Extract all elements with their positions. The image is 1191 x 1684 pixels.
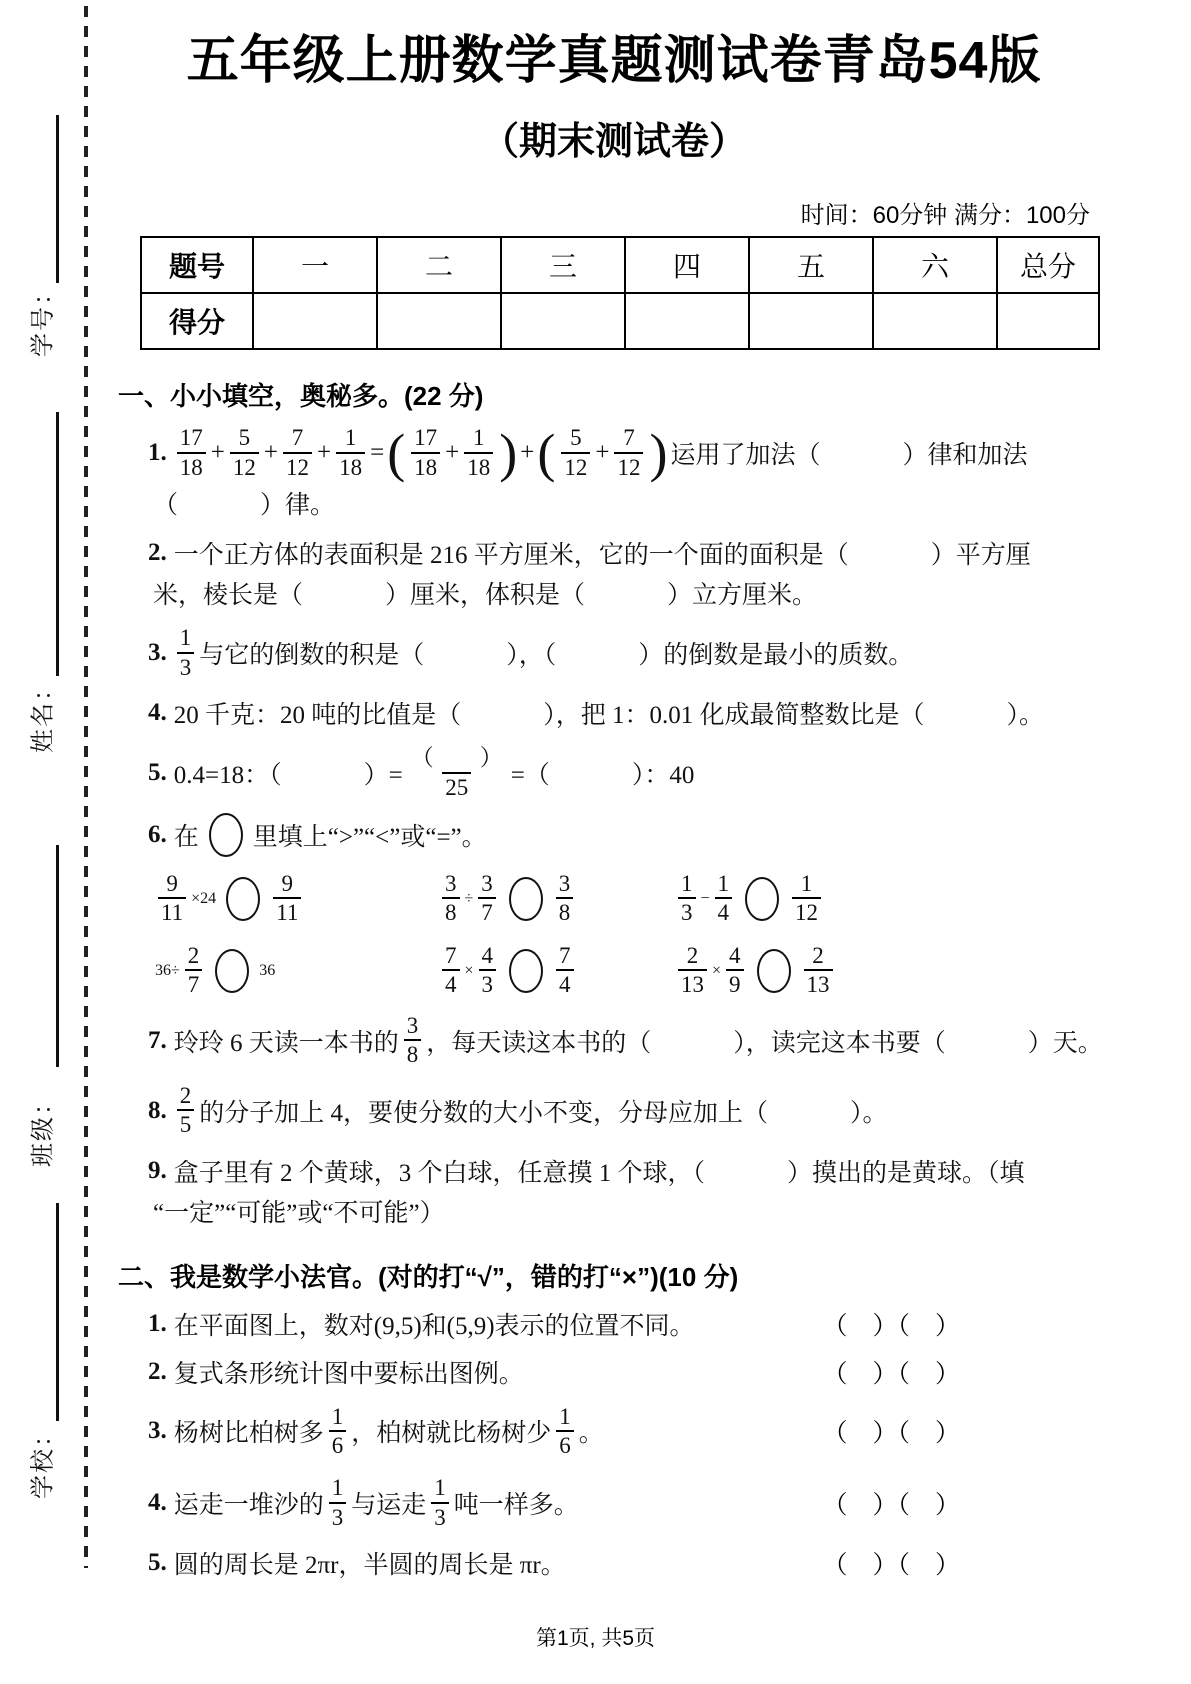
question-number: 8. [148, 1096, 167, 1124]
question-text: ）摸出的是黄球。（填 [787, 1159, 1025, 1187]
question-text: 复式条形统计图中要标出图例。 [173, 1360, 524, 1388]
fraction-denominator: 4 [442, 969, 460, 998]
question-text: 36÷ [155, 961, 180, 979]
fraction-denominator: 4 [556, 969, 574, 998]
fraction-denominator: 3 [678, 897, 696, 926]
question-text: 圆的周长是 2πr，半圆的周长是 πr。 [173, 1552, 566, 1580]
fraction-numerator: 1 [179, 625, 192, 651]
question-text: = [370, 439, 385, 467]
fraction-denominator: 6 [329, 1430, 347, 1459]
compare-expression [438, 869, 674, 929]
answer-blank [586, 588, 666, 598]
exam-meta: 时间：60分钟 满分：100分 [800, 202, 1090, 230]
fraction [177, 625, 195, 681]
question-text: × [464, 961, 474, 979]
question-line [152, 573, 1110, 613]
fraction-numerator: 3 [481, 871, 493, 897]
answer-blank [821, 448, 901, 458]
question-text: ×24 [191, 889, 217, 907]
fraction-numerator: 4 [729, 942, 741, 968]
fraction [715, 871, 733, 927]
answer-blank [425, 648, 505, 658]
question-text: 一个正方体的表面积是 216 平方厘米，它的一个面的面积是（ [173, 542, 849, 570]
fraction-denominator: 8 [442, 897, 460, 926]
question-text: × [712, 961, 722, 979]
question-text: =（ [510, 762, 550, 790]
fraction-denominator: 3 [177, 652, 195, 681]
question-number: 2. [148, 539, 167, 567]
fraction-numerator: 17 [179, 425, 203, 451]
answer-blank [652, 1036, 732, 1046]
score-table-header-cell: 总分 [997, 237, 1099, 293]
page-subtitle: （期末测试卷） [480, 121, 747, 164]
answer-bracket: （ ）（ ） [822, 1312, 960, 1340]
compare-expression [438, 941, 674, 1001]
question-text: 运走一堆沙的 [173, 1492, 324, 1520]
compare-row [154, 941, 1110, 1001]
question-text: + [263, 439, 278, 467]
question-text: 与运走 [351, 1492, 427, 1520]
question-text: + [210, 439, 225, 467]
fraction [804, 943, 833, 999]
score-table-header-cell: 二 [377, 237, 501, 293]
section-1-questions [118, 423, 1110, 1230]
fraction [556, 1404, 574, 1460]
fraction-denominator: 4 [715, 897, 733, 926]
question-line [152, 483, 1110, 523]
fraction-numerator: （ ） [410, 745, 503, 771]
writing-line-name [56, 412, 59, 676]
fill-question [148, 1011, 1110, 1071]
answer-blank [706, 1166, 786, 1176]
dashed-cut-line [84, 6, 88, 1568]
fraction-denominator: 11 [273, 897, 301, 926]
fraction-numerator: 5 [570, 425, 582, 451]
score-table-header-cell: 六 [873, 237, 997, 293]
fraction-denominator: 18 [411, 452, 440, 481]
fraction-numerator: 2 [686, 942, 699, 968]
judge-item-text [148, 1473, 580, 1533]
fraction-numerator: 3 [558, 871, 571, 897]
fraction [431, 1475, 449, 1531]
answer-blank [304, 588, 384, 598]
fraction [478, 871, 496, 927]
compare-circle [757, 949, 791, 993]
question-text: ）立方厘米。 [667, 582, 818, 610]
question-number: 3. [148, 639, 167, 667]
fraction-numerator: 1 [434, 1475, 446, 1501]
question-text: 运用了加法（ [670, 442, 821, 470]
question-line [152, 1191, 1110, 1231]
question-text: ）天。 [1027, 1029, 1103, 1057]
fraction-numerator: 4 [481, 942, 494, 968]
question-text: ），把 1：0.01 化成最简整数比是（ [543, 702, 925, 730]
page-title: 五年级上册数学真题测试卷青岛54版 [186, 32, 1042, 90]
compare-circle [509, 877, 543, 921]
question-line [148, 1081, 1110, 1141]
fill-question [148, 813, 1110, 1001]
fraction-numerator: 3 [445, 871, 457, 897]
answer-bracket: （ ）（ ） [822, 1360, 960, 1388]
fraction-denominator: 3 [329, 1502, 347, 1531]
question-number: 2. [148, 1357, 167, 1385]
answer-bracket: （ ）（ ） [822, 1420, 960, 1448]
answer-blank [283, 768, 363, 778]
answer-bracket: （ ）（ ） [822, 1492, 960, 1520]
fraction-numerator: 2 [179, 1082, 192, 1108]
fraction-numerator: 9 [281, 871, 294, 897]
fraction-numerator: 7 [445, 942, 457, 968]
fill-question [148, 743, 1110, 803]
question-number: 4. [148, 1489, 167, 1517]
question-line [148, 423, 1110, 483]
question-text: （ [153, 492, 179, 520]
fraction-numerator: 1 [331, 1403, 344, 1429]
judge-item-text [148, 1306, 696, 1342]
group-paren: ) [649, 423, 668, 484]
fraction [158, 871, 186, 927]
fraction-numerator: 17 [414, 425, 438, 451]
fraction-denominator: 12 [561, 452, 590, 481]
writing-line-class [56, 845, 59, 1067]
sidebar-label-class: 班级： [30, 1089, 57, 1167]
answer-blank [947, 1036, 1027, 1046]
fraction-denominator: 3 [479, 969, 497, 998]
fraction [792, 871, 821, 927]
fraction [336, 425, 365, 481]
group-paren: ( [537, 423, 556, 484]
question-text: ）。 [1006, 702, 1045, 730]
score-entry-cell [253, 293, 377, 349]
fraction-numerator: 1 [559, 1403, 571, 1429]
question-text: ）= [363, 762, 403, 790]
score-entry-cell [873, 293, 997, 349]
question-text: + [595, 439, 610, 467]
question-text: − [700, 889, 710, 907]
score-table-header-cell: 五 [749, 237, 873, 293]
fraction-denominator: 5 [177, 1109, 195, 1138]
compare-circle [226, 877, 260, 921]
fraction-denominator: 7 [185, 969, 203, 998]
fraction [273, 871, 301, 927]
fraction-numerator: 7 [291, 425, 304, 451]
question-line [148, 1151, 1110, 1191]
judge-item [148, 1402, 960, 1462]
question-text: 盒子里有 2 个黄球，3 个白球，任意摸 1 个球，（ [173, 1159, 706, 1187]
question-line [148, 623, 1110, 683]
judge-item [148, 1354, 960, 1390]
question-number: 3. [148, 1417, 167, 1445]
question-text: ，柏树就比杨树少 [351, 1420, 552, 1448]
fraction-numerator: 3 [406, 1012, 419, 1038]
fraction [442, 943, 460, 999]
question-text: ）的倒数是最小的质数。 [638, 642, 914, 670]
compare-circle [209, 813, 243, 857]
writing-line-student-id [56, 115, 59, 283]
question-text: ，每天读这本书的（ [426, 1029, 652, 1057]
fraction-denominator: 7 [478, 897, 496, 926]
fraction-denominator: 13 [804, 969, 833, 998]
judge-item [148, 1473, 960, 1533]
fraction [561, 425, 590, 481]
question-number: 1. [148, 1309, 167, 1337]
fraction [230, 425, 259, 481]
question-number: 6. [148, 821, 167, 849]
answer-bracket: （ ）（ ） [822, 1552, 960, 1580]
question-line [148, 1011, 1110, 1071]
question-text: 里填上“>”“<”或“=”。 [252, 824, 487, 852]
question-text: ），（ [506, 642, 557, 670]
question-text: ）。 [850, 1099, 888, 1127]
fraction [464, 425, 493, 481]
fraction-numerator: 2 [187, 942, 200, 968]
fraction-denominator: 18 [336, 452, 365, 481]
fill-question [148, 623, 1110, 683]
question-text: 。 [578, 1420, 604, 1448]
answer-blank [850, 548, 930, 558]
compare-row [154, 869, 1110, 929]
score-entry-cell [501, 293, 625, 349]
fraction-denominator: 12 [792, 897, 821, 926]
question-text: ÷ [464, 889, 474, 907]
writing-line-school [56, 1203, 59, 1421]
question-number: 5. [148, 759, 167, 787]
fill-question [148, 1151, 1110, 1231]
question-line [148, 693, 1110, 733]
score-entry-cell [625, 293, 749, 349]
fraction [411, 425, 440, 481]
fraction-numerator: 7 [559, 942, 571, 968]
fraction [283, 425, 312, 481]
question-number: 4. [148, 699, 167, 727]
compare-expression [154, 869, 438, 929]
fraction-numerator: 1 [717, 871, 730, 897]
score-table-header-cell: 题号 [141, 237, 253, 293]
fraction-denominator: 8 [404, 1039, 422, 1068]
fraction-denominator: 12 [230, 452, 259, 481]
fraction [404, 1013, 422, 1069]
question-number: 7. [148, 1026, 167, 1054]
fraction-numerator: 7 [623, 425, 635, 451]
fraction [726, 943, 744, 999]
compare-expression [674, 869, 825, 929]
question-text: 吨一样多。 [453, 1492, 579, 1520]
group-paren: ) [499, 423, 518, 484]
fraction-denominator: 13 [678, 969, 707, 998]
fraction [185, 943, 203, 999]
judge-item-text [148, 1402, 605, 1462]
fraction [556, 871, 574, 927]
question-text: ）：40 [631, 762, 695, 790]
main-content [118, 0, 1110, 1581]
judge-item-text [148, 1354, 525, 1390]
compare-expression [674, 941, 837, 1001]
answer-blank [179, 498, 259, 508]
fraction [177, 1083, 195, 1139]
question-text: 0.4=18：（ [173, 762, 282, 790]
page-footer: 第1页, 共5页 [535, 1627, 656, 1650]
group-paren: ( [387, 423, 406, 484]
score-table-header-cell: 三 [501, 237, 625, 293]
fraction [329, 1475, 347, 1531]
fraction-denominator: 3 [431, 1502, 449, 1531]
compare-circle [215, 949, 249, 993]
fraction [678, 871, 696, 927]
fraction [177, 425, 206, 481]
fraction-denominator: 8 [556, 897, 574, 926]
fraction [614, 425, 643, 481]
answer-blank [551, 768, 631, 778]
question-text: + [520, 439, 535, 467]
question-text: 在 [173, 824, 199, 852]
question-text: ）平方厘 [930, 542, 1031, 570]
question-line [148, 533, 1110, 573]
fraction [479, 943, 497, 999]
question-text: ）律和加法 [902, 442, 1028, 470]
fraction-denominator: 11 [158, 897, 186, 926]
question-text: 20 千克：20 吨的比值是（ [173, 702, 462, 730]
question-text: ），读完这本书要（ [733, 1029, 946, 1057]
fraction [408, 745, 506, 801]
section-2-title: 二、我是数学小法官。(对的打“√”，错的打“×”)(10 分) [118, 1261, 739, 1292]
question-number: 1. [148, 439, 167, 467]
judge-item [148, 1306, 960, 1342]
fraction [442, 871, 460, 927]
score-entry-cell [997, 293, 1099, 349]
question-text: 杨树比柏树多 [173, 1420, 324, 1448]
score-label-cell: 得分 [141, 293, 253, 349]
sidebar-label-name: 姓名： [30, 675, 57, 753]
question-text: 与它的倒数的积是（ [199, 642, 425, 670]
question-text: “一定”“可能”或“不可能”） [153, 1199, 445, 1227]
answer-blank [926, 708, 1006, 718]
question-number: 9. [148, 1156, 167, 1184]
question-line [148, 813, 1110, 857]
compare-circle [509, 949, 543, 993]
fraction [556, 943, 574, 999]
fill-question [148, 533, 1110, 613]
fraction-numerator: 1 [344, 425, 357, 451]
fraction-denominator: 9 [726, 969, 744, 998]
answer-blank [769, 1106, 849, 1116]
fraction-numerator: 1 [800, 871, 813, 897]
fraction-numerator: 5 [238, 425, 251, 451]
fraction-denominator: 6 [556, 1430, 574, 1459]
question-line [148, 743, 1110, 803]
compare-circle [745, 877, 779, 921]
fraction-denominator: 25 [442, 772, 471, 801]
section-1-title: 一、小小填空，奥秘多。(22 分) [118, 381, 484, 412]
fraction-numerator: 1 [473, 425, 485, 451]
question-text: ）律。 [260, 492, 336, 520]
sidebar-label-student-id: 学号： [30, 279, 57, 357]
fraction-denominator: 18 [464, 452, 493, 481]
fraction-denominator: 12 [283, 452, 312, 481]
fill-question [148, 423, 1110, 523]
question-text: ）厘米，体积是（ [385, 582, 586, 610]
fraction-numerator: 9 [166, 871, 178, 897]
fraction [329, 1404, 347, 1460]
score-table-header-cell: 一 [253, 237, 377, 293]
compare-expression [154, 941, 438, 1001]
question-text: 米，棱长是（ [153, 582, 304, 610]
question-text: + [445, 439, 460, 467]
score-entry-cell [377, 293, 501, 349]
fill-question [148, 1081, 1110, 1141]
fraction-denominator: 12 [614, 452, 643, 481]
fraction-denominator: 18 [177, 452, 206, 481]
score-table [140, 236, 1100, 350]
question-text: 的分子加上 4，要使分数的大小不变，分母应加上（ [199, 1099, 769, 1127]
question-text: 在平面图上，数对(9,5)和(5,9)表示的位置不同。 [173, 1312, 695, 1340]
score-table-header-cell: 四 [625, 237, 749, 293]
question-text: 36 [259, 961, 276, 979]
fill-question [148, 693, 1110, 733]
question-text: + [316, 439, 332, 467]
score-entry-cell [749, 293, 873, 349]
fraction-numerator: 1 [681, 871, 693, 897]
fraction-numerator: 1 [331, 1475, 344, 1501]
section-2-questions [118, 1306, 1110, 1582]
judge-item-text [148, 1545, 567, 1581]
fraction [678, 943, 707, 999]
question-number: 5. [148, 1549, 167, 1577]
sidebar-label-school: 学校： [30, 1421, 57, 1499]
answer-blank [557, 648, 637, 658]
answer-blank [462, 708, 542, 718]
judge-item [148, 1545, 960, 1581]
question-text: 玲玲 6 天读一本书的 [173, 1029, 399, 1057]
fraction-numerator: 2 [812, 942, 824, 968]
